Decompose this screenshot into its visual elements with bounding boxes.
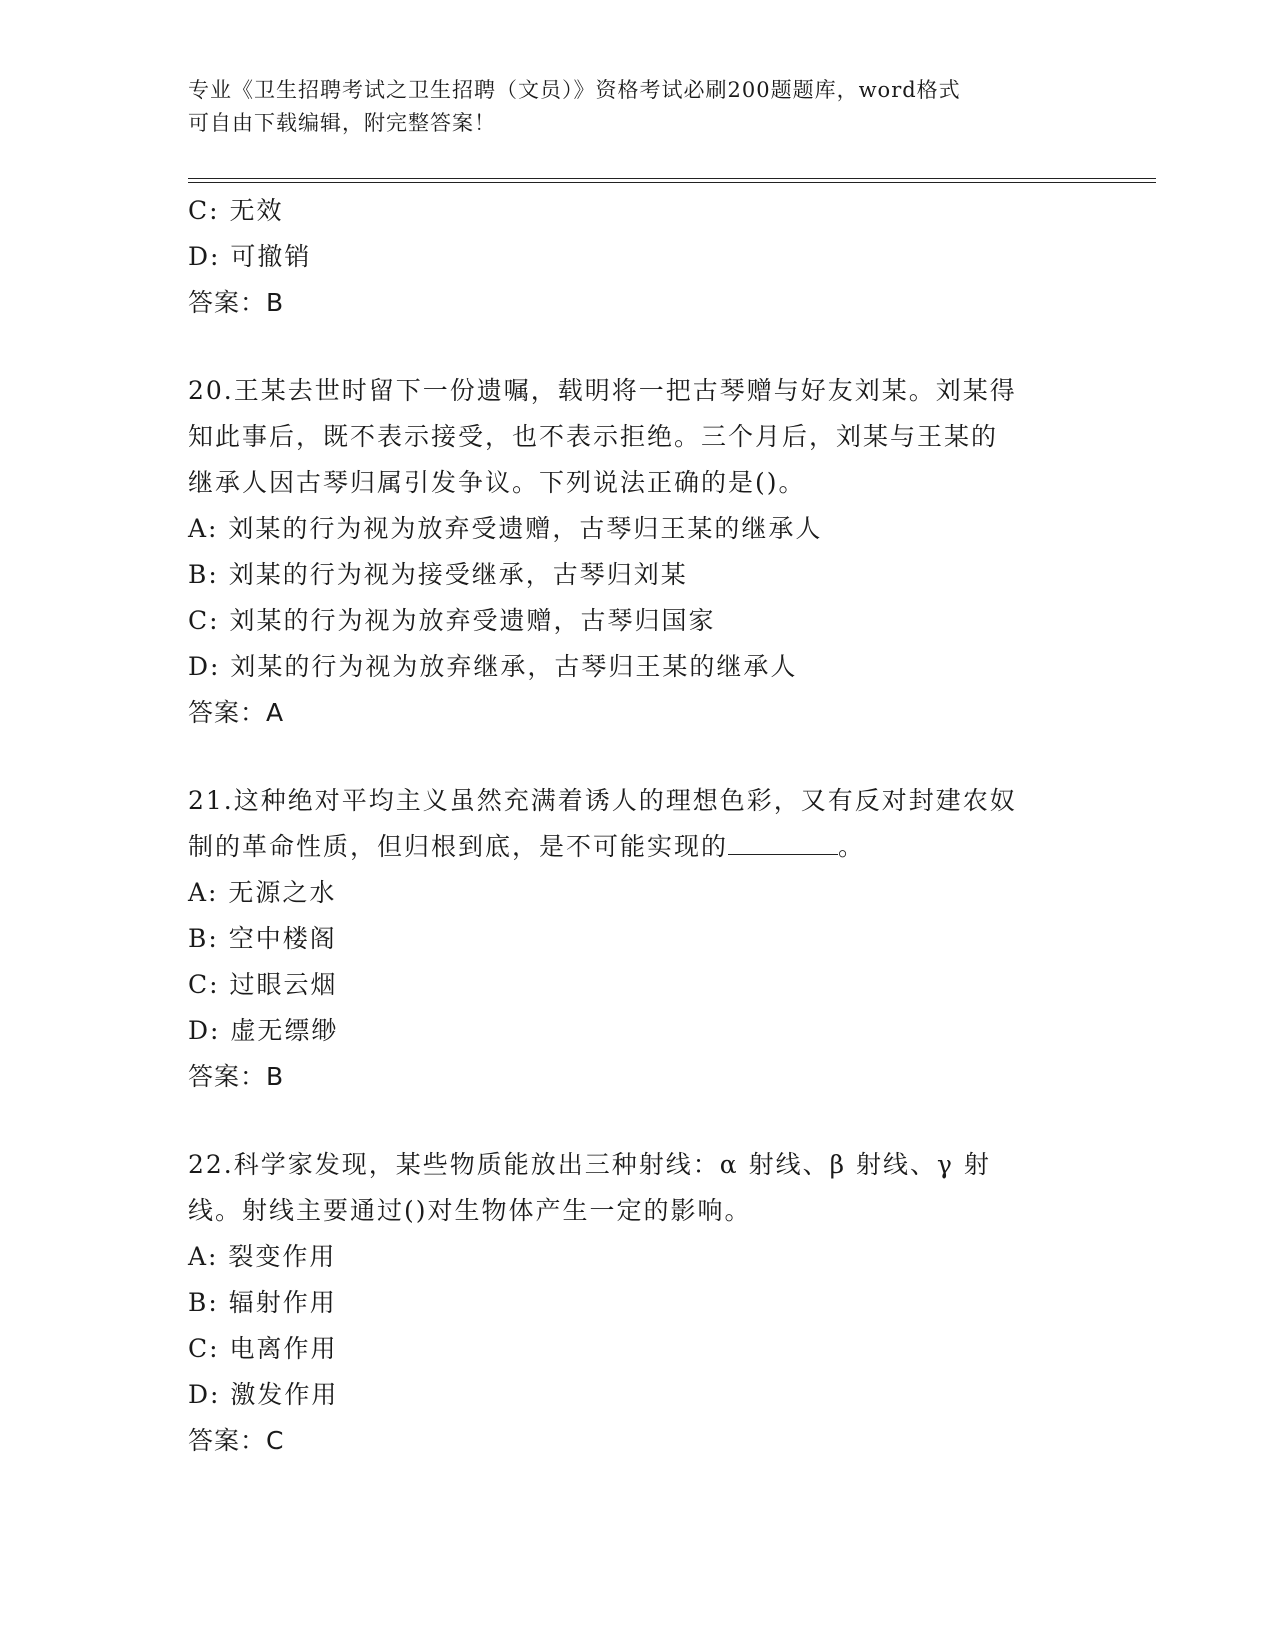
header-line-2: 可自由下载编辑，附完整答案！	[188, 111, 496, 135]
option-a: A: 无源之水	[188, 878, 337, 907]
question-21	[188, 778, 1088, 1100]
answer-line: 答案：C	[188, 1426, 285, 1455]
option-b: B: 辐射作用	[188, 1288, 337, 1317]
answer-line: 答案：B	[188, 1062, 285, 1091]
question-text-line: 线。射线主要通过()对生物体产生一定的影响。	[188, 1196, 752, 1225]
question-list	[188, 188, 1088, 1464]
option-a: A: 裂变作用	[188, 1242, 337, 1271]
question-text-line: 22.科学家发现，某些物质能放出三种射线：α 射线、β 射线、γ 射	[188, 1150, 991, 1179]
option-b: B: 空中楼阁	[188, 924, 337, 953]
question-text-line	[188, 824, 1088, 870]
question-text-line: 20.王某去世时留下一份遗嘱，载明将一把古琴赠与好友刘某。刘某得	[188, 376, 1017, 405]
option-d: D: 刘某的行为视为放弃继承，古琴归王某的继承人	[188, 652, 798, 681]
option-c: C: 电离作用	[188, 1334, 338, 1363]
document-header	[188, 74, 1088, 140]
option-d: D: 激发作用	[188, 1380, 339, 1409]
question-text-line: 继承人因古琴归属引发争议。下列说法正确的是()。	[188, 468, 806, 497]
spacer	[188, 1100, 1088, 1142]
option-d: D: 虚无缥缈	[188, 1016, 339, 1045]
option-c: C: 无效	[188, 196, 284, 225]
answer-line: 答案：B	[188, 288, 285, 317]
question-22	[188, 1142, 1088, 1464]
spacer	[188, 326, 1088, 368]
answer-line: 答案：A	[188, 698, 285, 727]
question-text-line: 21.这种绝对平均主义虽然充满着诱人的理想色彩，又有反对封建农奴	[188, 786, 1017, 815]
option-c: C: 刘某的行为视为放弃受遗赠，古琴归国家	[188, 606, 716, 635]
option-a: A: 刘某的行为视为放弃受遗赠，古琴归王某的继承人	[188, 514, 823, 543]
header-divider	[188, 178, 1156, 183]
question-20	[188, 368, 1088, 736]
option-d: D: 可撤销	[188, 242, 312, 271]
fill-in-blank	[728, 830, 838, 855]
header-line-1: 专业《卫生招聘考试之卫生招聘（文员）》资格考试必刷200题题库，word格式	[188, 78, 961, 102]
question-text-segment: 。	[838, 832, 866, 861]
question-text-line: 知此事后，既不表示接受，也不表示拒绝。三个月后，刘某与王某的	[188, 422, 999, 451]
question-19-tail	[188, 188, 1088, 326]
option-b: B: 刘某的行为视为接受继承，古琴归刘某	[188, 560, 688, 589]
option-c: C: 过眼云烟	[188, 970, 338, 999]
spacer	[188, 736, 1088, 778]
question-text-segment: 制的革命性质，但归根到底，是不可能实现的	[188, 832, 729, 861]
